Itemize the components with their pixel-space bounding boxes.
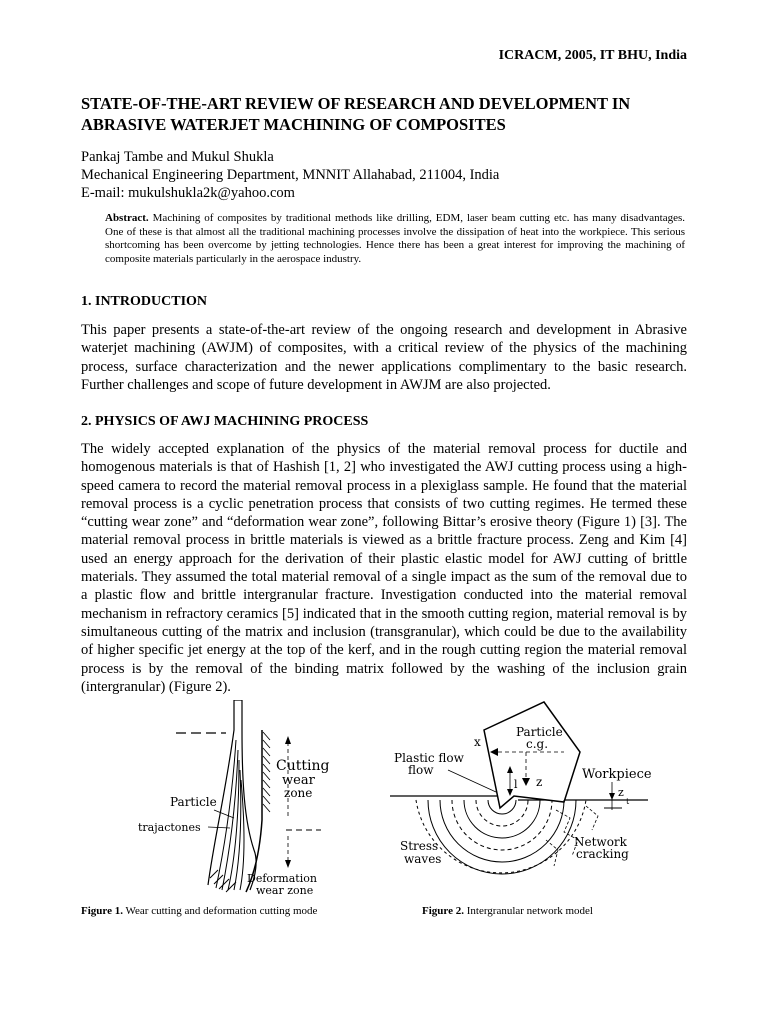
email: E-mail: mukulshukla2k@yahoo.com <box>81 185 295 201</box>
deformation-hatching <box>210 870 236 892</box>
authors: Pankaj Tambe and Mukul Shukla <box>81 149 274 165</box>
label-particle: Particle <box>516 725 563 739</box>
figure-1-caption-text: Wear cutting and deformation cutting mode <box>125 905 318 917</box>
label-network: Network <box>574 835 627 849</box>
jet-stream-outline <box>234 700 256 890</box>
figure-2-caption-text: Intergranular network model <box>466 905 593 917</box>
paper-title <box>81 93 701 135</box>
label-cutting: Cutting <box>276 758 330 774</box>
affiliation: Mechanical Engineering Department, MNNIT Allahabad, 211004, India <box>81 167 500 183</box>
jet-stream-outline-left <box>208 700 234 885</box>
deformation-zone-arrowhead <box>285 860 291 868</box>
abstract-text: Machining of composites by traditional methods like drilling, EDM, laser beam cutting etc. has many disadvantages. One of these is that almost all the traditional machining processes involve the dissipation of heat into the workpiece. This serious shortcoming has been overcome by jetting technologies. Hence there has been a great interest for improving the machining of composite materials particularly in the aerospace industry. <box>105 212 686 265</box>
figure-2-caption <box>422 905 593 917</box>
section-heading-introduction: 1. INTRODUCTION <box>81 294 208 309</box>
abstract <box>105 212 685 266</box>
wall-hatching <box>263 732 270 812</box>
figure-2-caption-label: Figure 2. <box>422 905 464 917</box>
section-heading-physics: 2. PHYSICS OF AWJ MACHINING PROCESS <box>81 414 369 429</box>
label-flow: flow <box>408 763 434 777</box>
particle-shape <box>484 702 580 808</box>
label-plastic-flow: Plastic flow <box>394 751 464 765</box>
label-trajectories: trajactones <box>138 821 201 834</box>
section-body-introduction: This paper presents a state-of-the-art review of the ongoing research and development in Abrasive waterjet machining (AWJM) of composites, with a critical review of the physics of the machining process, surface characterization and the newer applications complimentary to the basic research. Further challenges and scope of future development in AWJM are also projected. <box>81 322 687 393</box>
label-wear-zone: wear zone <box>256 884 314 897</box>
label-cracking: cracking <box>576 847 629 861</box>
figure-1-caption-label: Figure 1. <box>81 905 123 917</box>
section-body-physics: The widely accepted explanation of the physics of the material removal process for ductile and homogenous materials is that of Hashish [1, 2] who investigated the AWJ cutting process using a high-speed camera to record the material removal process in a plexiglass sample. He found that the material removal process is a cyclic penetration process that consists of two cutting regimes. He termed these “cutting wear zone” and “deformation wear zone”, following Bittar’s erosive theory (Figure 1) [3]. The material removal process in brittle materials is viewed as a brittle fracture process. Zeng and Kim [4] used an energy approach for the derivation of their plastic elastic model for AWJ cutting of brittle materials. They assumed the total material removal of a single impact as the sum of the removal due to a plastic flow and brittle intergranular fracture. Investigation conducted into the material removal mechanism in refractory ceramics [5] indicated that in the smooth cutting region, material removal is by simultaneous cutting of the matrix and inclusion (transgranular), which could be due to the availability of higher specific jet energy at the top of the kerf, and in the rough cutting region the material removal process is by the removal of the binding matrix followed by the washing of the inclusion grain (intergranular) (Figure 2). <box>81 441 687 695</box>
particle-pointer <box>214 810 234 818</box>
figure-2-diagram <box>386 700 652 900</box>
abstract-label: Abstract. <box>105 212 149 224</box>
label-workpiece: Workpiece <box>582 767 652 782</box>
label-zt-subscript: t <box>626 797 630 806</box>
label-z: z <box>536 775 543 789</box>
label-zone: zone <box>284 786 313 800</box>
label-stress: Stress <box>400 839 439 853</box>
conference-header: ICRACM, 2005, IT BHU, India <box>498 48 687 63</box>
stress-rings <box>416 800 586 874</box>
label-l: l <box>514 778 518 791</box>
label-zt: z <box>618 786 624 799</box>
author-block <box>81 148 499 202</box>
cutting-zone-arrowhead <box>285 736 291 744</box>
figure-1-caption <box>81 905 317 917</box>
label-x: x <box>474 735 481 749</box>
title-line-1: STATE-OF-THE-ART REVIEW OF RESEARCH AND DEVELOPMENT IN <box>81 94 631 113</box>
label-cg: c.g. <box>526 737 549 751</box>
plastic-flow-pointer <box>448 770 496 792</box>
label-waves: waves <box>404 852 442 866</box>
label-particle: Particle <box>170 795 217 809</box>
figure-1-diagram <box>126 700 376 900</box>
label-wear: wear <box>282 773 315 788</box>
title-line-2: ABRASIVE WATERJET MACHINING OF COMPOSITES <box>81 115 506 134</box>
label-deformation: Deformation <box>247 872 317 885</box>
